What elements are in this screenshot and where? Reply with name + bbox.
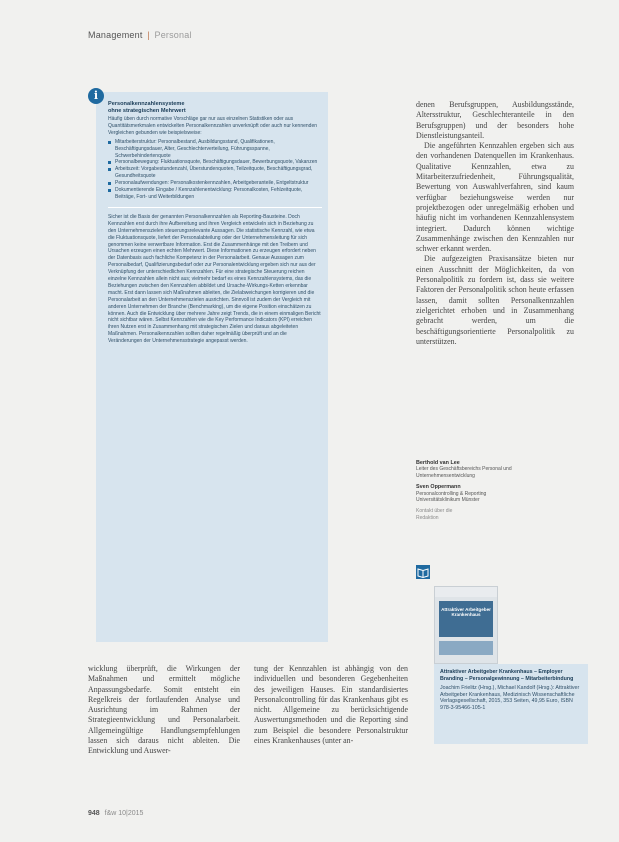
section-name: Management [88, 30, 143, 40]
author-role: Unternehmensentwicklung [416, 472, 475, 479]
info-box-list [108, 139, 322, 201]
book-cover-title: Attraktiver Arbeitgeber Krankenhaus [439, 601, 493, 637]
book-title: Attraktiver Arbeitgeber Krankenhaus – Employer Branding – Personalgewinnung – Mitarbeiterbindung [440, 669, 574, 682]
info-box-title: Personalkennzahlensysteme [108, 101, 185, 107]
info-icon: i [88, 88, 104, 104]
magazine-issue: f&w 10|2015 [104, 810, 144, 817]
bottom-left-column [88, 664, 240, 814]
book-icon [416, 565, 430, 579]
book-details: Joachim Frielitz (Hrsg.), Michael Kandolf (Hrsg.): Attraktiver Arbeitgeber Krankenhaus, Medizinisch Wissenschaftliche Verlagsgesellschaft, 2015, 353 Seiten, 49,95 Euro, ISBN 978-3-95466-105-1 [440, 685, 580, 711]
author-block [416, 460, 574, 521]
info-box-subtitle: ohne strategischen Mehrwert [108, 108, 186, 114]
book-info-box [434, 664, 588, 744]
info-box-body [108, 214, 322, 345]
book-cover-image [434, 586, 498, 664]
paragraph: Die aufgezeigten Praxisansätze bieten nur einen Ausschnitt der Möglichkeiten, da von Personalpolitik zu fordern ist, dass sie weitere Faktoren der Personalpolitik schon heute erfassen lassen, damit sollten Personalkennzahlen zielgerichtet erhoben und in Zusammenhang gebracht werden, um die beschäftigungsorientierte Personalpolitik zu unterstützen. [416, 254, 574, 346]
author-role: Personalcontrolling & Reporting [416, 490, 487, 497]
info-box-intro: Häufig üben durch normative Vorschläge gar nur aus einzelnen Statistiken oder aus Quantitätsmerkmalen entwickelten Personalkennzahlen unverknüpft oder auch nur kennenden Vergleichen gebunden wie beispielsweise: [108, 116, 318, 136]
list-item: Personalaufwendungen: Personalkostenkennzahlen, Arbeitgeberanteile, Entgeltstruktur [108, 180, 322, 187]
author-name: Sven Oppermann [416, 484, 461, 491]
paragraph: Die angeführten Kennzahlen ergeben sich aus den vorhandenen Datenquellen im Krankenhaus. Qualitative Kennzahlen, etwa zu Mitarbeiterzufriedenheit, Führungsqualität, Bewertung von Auswahlverfahren, sind kaum verfügbar beziehungsweise werden nur projektbezogen oder unregelmäßig erhoben und häufig nicht im vorhandenen Kennzahlensystem integriert. Dadurch können wichtige Zusammenhänge zwischen den Kennzahlen nur schwer erkannt werden. [416, 141, 574, 254]
running-header [88, 30, 192, 40]
header-separator: | [147, 30, 150, 40]
author-role: Leiter des Geschäftsbereichs Personal und [416, 466, 512, 473]
subsection-name: Personal [154, 30, 192, 40]
contact-line: Redaktion [416, 514, 439, 521]
bottom-middle-column [254, 664, 408, 814]
info-box-divider [108, 207, 322, 208]
paragraph: denen Berufsgruppen, Ausbildungsstände, Altersstruktur, Geschlechteranteile in den Berufsgruppen) und der besonders hohe Dienstleistungsanteil. [416, 100, 574, 140]
list-item: Mitarbeiterstruktur: Personalbestand, Ausbildungsstand, Qualifikationen, Beschäftigungsdauer, Alter, Geschlechterverteilung, Führungsspanne, Schwerbehindertenquote [108, 139, 322, 160]
contact-line: Kontakt über die [416, 508, 453, 515]
author-name: Berthold van Lee [416, 460, 460, 466]
paragraph: tung der Kennzahlen ist abhängig von den individuellen und besonderen Gegebenheiten des jeweiligen Hauses. Ein standardisiertes Personalcontrolling für das Krankenhaus gibt es nicht. Allgemeine zu berücksichtigende Auswertungsmethoden und die Reporting sind zum Beispiel die besondere Personalstruktur eines Krankenhauses (unter an- [254, 664, 408, 746]
list-item: Arbeitszeit: Vorgabestundenzahl, Überstundenquoten, Teilzeitquote, Beschäftigungsgrad, Gesundheitsquote [108, 166, 322, 180]
page-footer [88, 810, 143, 817]
paragraph: wicklung überprüft, die Wirkungen der Maßnahmen und ermittelt mögliche Anpassungsbedarfe. Somit entsteht ein Regelkreis der fortlaufenden Analyse und Ausrichtung im Rahmen der Strategieentwicklung und Personalarbeit. Allgemeingültige Handlungsempfehlungen lassen sich daraus nicht ableiten. Die Entwicklung und Auswer- [88, 664, 240, 756]
info-box [96, 92, 328, 642]
page-number: 948 [88, 810, 100, 817]
info-box-body-text: Sicher ist die Basis der genannten Personalkennzahlen als Reporting-Bausteine. Doch Kennzahlen erst durch ihre Aufbereitung und ihren Vergleich entwickeln sich in Beziehung zu den Unternehmenszielen steuerungsrelevante Aussagen. Die statistische Kennzahl, wie etwa die Fluktuationsquote, liefert der Personalabteilung oder der Unternehmensleitung für sich genommen keine verwertbare Information. Erst die Zusammenhänge mit den Treibern und Ursachen erzeugen einen echten Mehrwert. Diese Informationen zu erzeugen erfordert neben der Datenbasis auch fachliche Kompetenz in der Personalarbeit. Genaue Aussagen zum Personalbedarf, Qualifizierungsbedarf oder zur Personalentwicklung ergeben sich nur aus der Verknüpfung der unterschiedlichen Kennzahlen. Für eine strategische Steuerung reichen einzelne Kennzahlen allein nicht aus; vielmehr bedarf es eines Kennzahlensystems, das die Beziehungen zwischen den Kennzahlen abbildet und Ursache-Wirkungs-Ketten erkennbar macht. Erst dann lassen sich Maßnahmen ableiten, die Zielabweichungen korrigieren und die Personalarbeit an den Unternehmenszielen ausrichten. Sinnvoll ist zudem der Vergleich mit anderen Unternehmen der Branche (Benchmarking), um die eigene Position einschätzen zu können. Auch die Entwicklung über mehrere Jahre zeigt Trends, die in einem einmaligen Bericht nicht sichtbar wären. Selbst Kennzahlen wie die Key Performance Indicators (KPI) erreichen ihren Nutzen erst in Zusammenhang mit strategischen Zielen und daraus abgeleiteten Maßnahmen. Personalkennzahlen sollten daher regelmäßig überprüft und an die Veränderungen der Unternehmensstrategie angepasst werden. [108, 213, 321, 345]
right-column [416, 100, 574, 452]
list-item: Dokumentierende Eingabe / Kennzahlenentwicklung: Personalkosten, Fehlzeitquote, Beiträge, Fort- und Weiterbildungen [108, 187, 322, 201]
list-item: Personalbewegung: Fluktuationsquote, Beschäftigungsdauer, Bewerbungsquote, Vakanzen [108, 159, 322, 166]
author-role: Universitätsklinikum Münster [416, 497, 480, 504]
